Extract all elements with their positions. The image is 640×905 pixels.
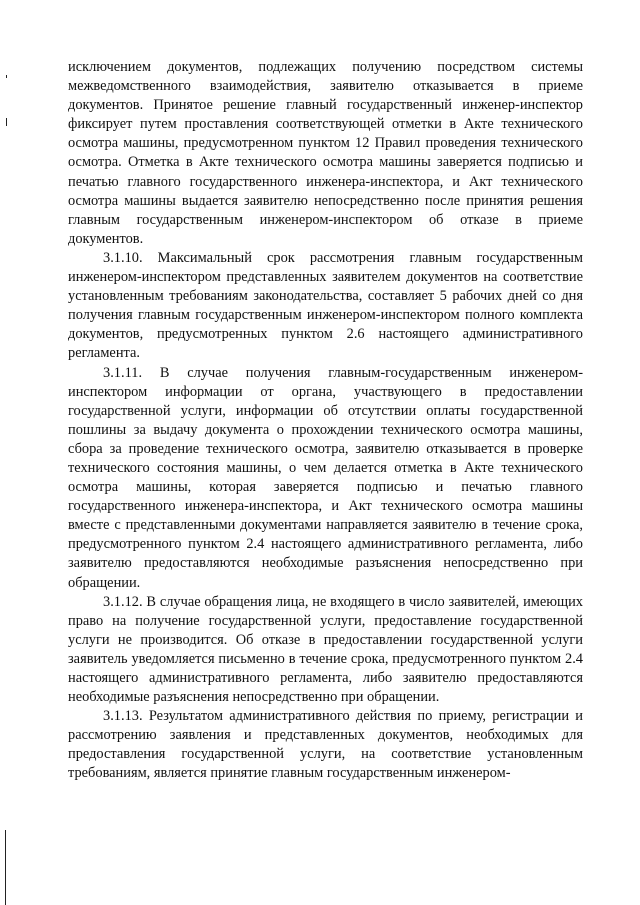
paragraph-3-1-13: 3.1.13. Результатом административного действия по приему, регистрации и рассмотрению заявления и представленных документов, необходимых для предоставления государственной услуги, на соответствие установленным требованиям, является принятие главным государственным инженером-	[68, 708, 583, 782]
document-page	[68, 58, 583, 784]
paragraph-3-1-12: 3.1.12. В случае обращения лица, не входящего в число заявителей, имеющих право на получение государственной услуги, предоставление государственной услуги не производится. Об отказе в предоставлении государственной услуги заявитель уведомляется письменно в течение срока, предусмотренного пунктом 2.4 настоящего административного регламента, либо заявителю предоставляются необходимые разъяснения непосредственно при обращении.	[68, 593, 583, 706]
scan-edge-mark-top	[6, 75, 7, 78]
paragraph-3-1-10: 3.1.10. Максимальный срок рассмотрения главным государственным инженером-инспектором представленных заявителем документов на соответствие установленным требованиям законодательства, составляет 5 рабочих дней со дня получения главным государственным инженером-инспектором полного комплекта документов, предусмотренных пунктом 2.6 настоящего административного регламента.	[68, 249, 583, 362]
paragraph-3-1-11: 3.1.11. В случае получения главным-государственным инженером-инспектором информации от органа, участвующего в предоставлении государственной услуги, информации об отсутствии оплаты государственной пошлины за выдачу документа о прохождении технического осмотра машины, сбора за проведение технического осмотра, заявителю отказывается в проверке технического состояния машины, о чем делается отметка в Акте технического осмотра машины, которая заверяется подписью и печатью главного государственного инженера-инспектора, и Акт технического осмотра машины вместе с представленными документами направляется заявителю в течение срока, предусмотренного пунктом 2.4 настоящего административного регламента, либо заявителю предоставляются необходимые разъяснения непосредственно при обращении.	[68, 364, 583, 591]
paragraph-continuation: исключением документов, подлежащих получению посредством системы межведомственного взаимодействия, заявителю отказывается в приеме документов. Принятое решение главный государственный инженер-инспектор фиксирует путем проставления соответствующей отметки в Акте технического осмотра машины, предусмотренном пунктом 12 Правил проведения технического осмотра. Отметка в Акте технического осмотра машины заверяется подписью и печатью главного государственного инженера-инспектора, и Акт технического осмотра машины выдается заявителю непосредственно после принятия решения главным государственным инженером-инспектором об отказе в приеме документов.	[68, 59, 583, 247]
scan-edge-line-bottom	[5, 830, 6, 905]
scan-edge-mark-middle	[6, 118, 7, 126]
